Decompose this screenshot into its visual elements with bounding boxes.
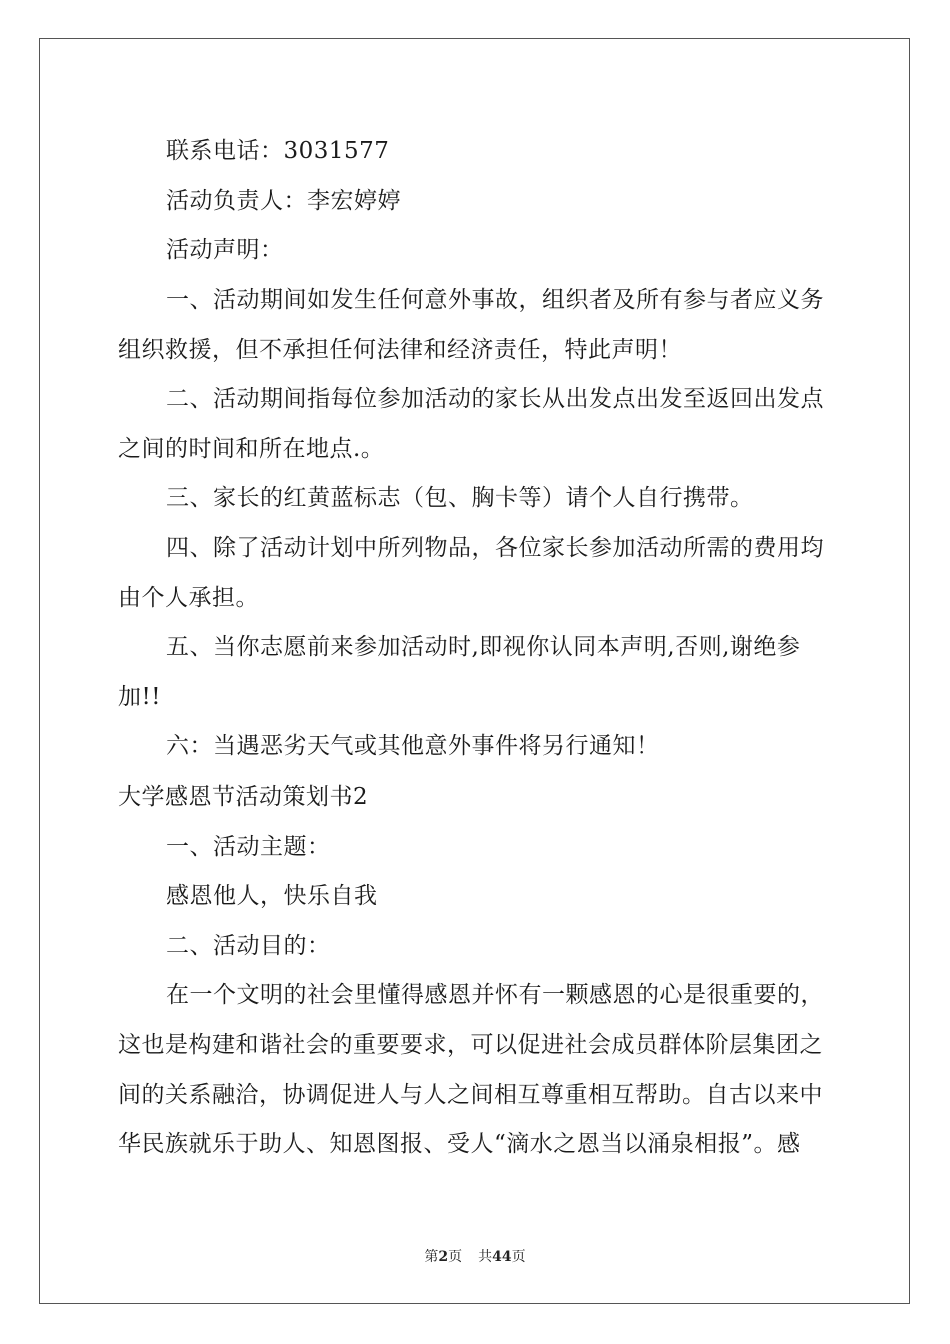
statement-item-2-line-2: 之间的时间和所在地点.。 — [118, 436, 385, 462]
footer-page-suffix: 页 — [448, 1249, 463, 1265]
purpose-paragraph-line-3: 间的关系融洽，协调促进人与人之间相互尊重相互帮助。自古以来中 — [118, 1082, 823, 1108]
statement-item-1-line-2: 组织救援，但不承担任何法律和经济责任，特此声明！ — [118, 337, 682, 363]
page-footer — [0, 1248, 950, 1266]
footer-total-pages: 44 — [492, 1249, 512, 1265]
statement-heading: 活动声明： — [166, 237, 284, 263]
statement-item-4-line-1: 四、除了活动计划中所列物品，各位家长参加活动所需的费用均 — [166, 535, 824, 561]
statement-item-5-line-1: 五、当你志愿前来参加活动时,即视你认同本声明,否则,谢绝参 — [166, 634, 801, 660]
purpose-paragraph-line-2: 这也是构建和谐社会的重要要求，可以促进社会成员群体阶层集团之 — [118, 1032, 823, 1058]
statement-item-6: 六：当遇恶劣天气或其他意外事件将另行通知！ — [166, 733, 660, 759]
statement-item-1-line-1: 一、活动期间如发生任何意外事故，组织者及所有参与者应义务 — [166, 287, 824, 313]
page-border — [39, 38, 910, 1304]
footer-total-suffix: 页 — [511, 1249, 526, 1265]
footer-page-number: 2 — [438, 1249, 449, 1265]
footer-total-prefix: 共 — [478, 1249, 493, 1265]
statement-item-5-line-2: 加!! — [118, 684, 161, 710]
activity-leader-line: 活动负责人：李宏婷婷 — [166, 188, 401, 214]
contact-phone-line: 联系电话：3031577 — [166, 138, 390, 164]
statement-item-3: 三、家长的红黄蓝标志（包、胸卡等）请个人自行携带。 — [166, 485, 754, 511]
section-title: 大学感恩节活动策划书2 — [118, 784, 369, 810]
statement-item-2-line-1: 二、活动期间指每位参加活动的家长从出发点出发至返回出发点 — [166, 386, 824, 412]
purpose-paragraph-line-4: 华民族就乐于助人、知恩图报、受人“滴水之恩当以涌泉相报”。感 — [118, 1131, 801, 1157]
theme-text: 感恩他人，快乐自我 — [166, 883, 378, 909]
theme-heading: 一、活动主题： — [166, 834, 331, 860]
purpose-paragraph-line-1: 在一个文明的社会里懂得感恩并怀有一颗感恩的心是很重要的， — [166, 982, 824, 1008]
footer-page-prefix: 第 — [424, 1249, 439, 1265]
purpose-heading: 二、活动目的： — [166, 933, 331, 959]
statement-item-4-line-2: 由个人承担。 — [118, 585, 259, 611]
